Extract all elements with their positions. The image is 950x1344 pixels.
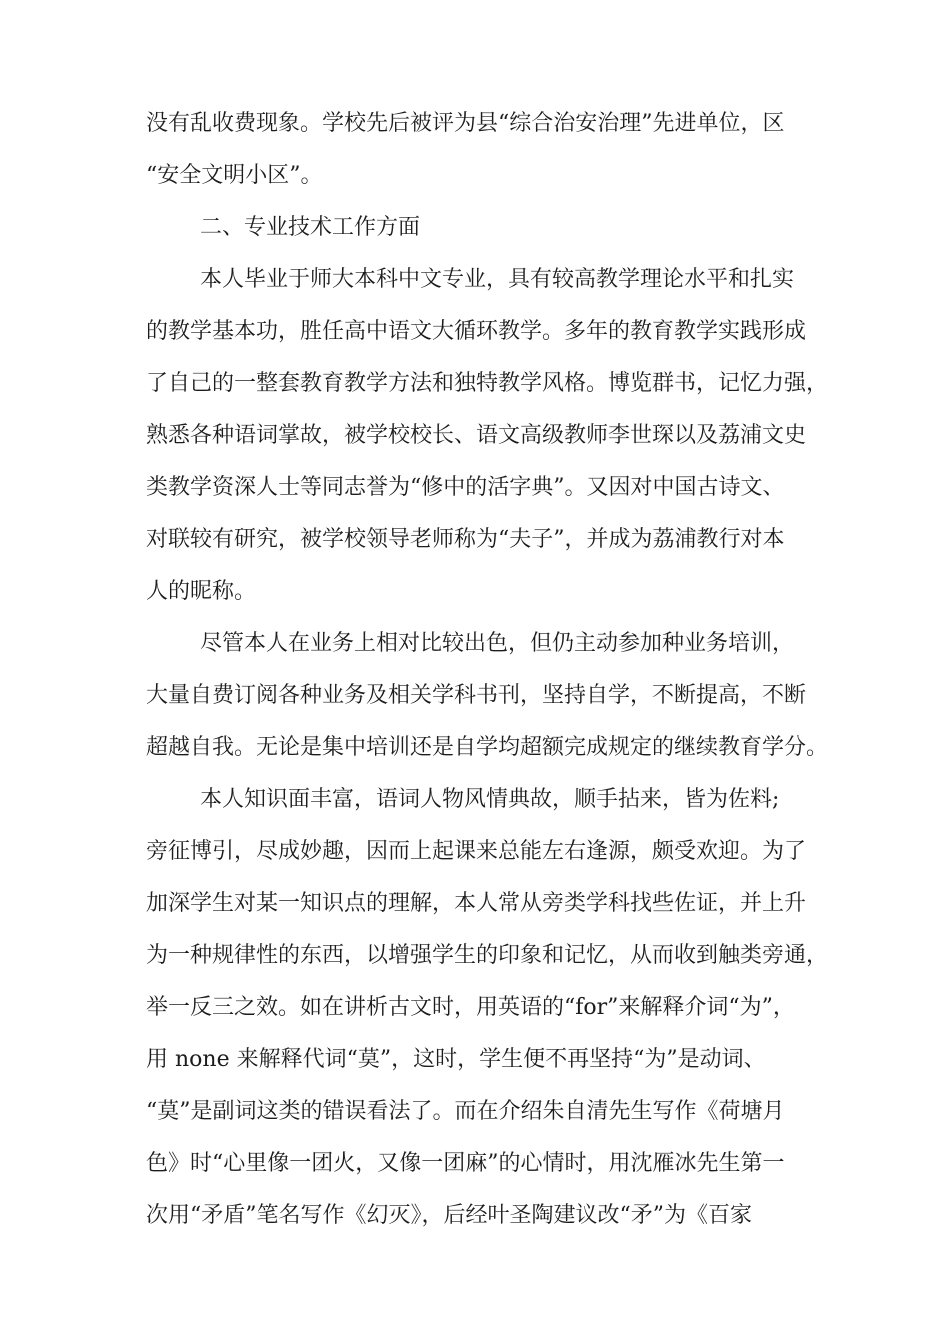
text-line: 用 none 来解释代词“莫”，这时，学生便不再坚持“为”是动词、: [146, 1047, 766, 1072]
text-line: 超越自我。无论是集中培训还是自学均超额完成规定的继续教育学分。: [146, 735, 829, 760]
text-line: 为一种规律性的东西，以增强学生的印象和记忆，从而收到触类旁通，: [146, 943, 829, 968]
text-line: 次用“矛盾”笔名写作《幻灭》，后经叶圣陶建议改“矛”为《百家: [146, 1203, 752, 1228]
text-line: “莫”是副词这类的错误看法了。而在介绍朱自清先生写作《荷塘月: [146, 1099, 785, 1124]
text-line: 了自己的一整套教育教学方法和独特教学风格。博览群书，记忆力强，: [146, 371, 829, 396]
text-line: 熟悉各种语词掌故，被学校校长、语文高级教师李世琛以及荔浦文史: [146, 423, 807, 448]
text-line: 旁征博引，尽成妙趣，因而上起课来总能左右逢源，颇受欢迎。为了: [146, 839, 807, 864]
text-line: “安全文明小区”。: [146, 163, 323, 188]
paragraph-start-line: 本人毕业于师大本科中文专业，具有较高教学理论水平和扎实: [200, 267, 795, 292]
text-line: 类教学资深人士等同志誉为“修中的活字典”。又因对中国古诗文、: [146, 475, 785, 500]
text-line: 举一反三之效。如在讲析古文时，用英语的“for”来解释介词“为”，: [146, 995, 795, 1020]
text-line: 没有乱收费现象。学校先后被评为县“综合治安治理”先进单位，区: [146, 111, 785, 136]
text-line: 大量自费订阅各种业务及相关学科书刊，坚持自学，不断提高，不断: [146, 683, 807, 708]
paragraph-start-line: 尽管本人在业务上相对比较出色，但仍主动参加种业务培训，: [200, 631, 795, 656]
section-heading: 二、专业技术工作方面: [200, 215, 421, 240]
paragraph-start-line: 本人知识面丰富，语词人物风情典故，顺手拈来，皆为佐料;: [200, 787, 780, 812]
text-line: 对联较有研究，被学校领导老师称为“夫子”，并成为荔浦教行对本: [146, 527, 785, 552]
document-body: [146, 98, 829, 1242]
text-line: 的教学基本功，胜任高中语文大循环教学。多年的教育教学实践形成: [146, 319, 807, 344]
text-line: 加深学生对某一知识点的理解，本人常从旁类学科找些佐证，并上升: [146, 891, 807, 916]
text-line: 色》时“心里像一团火，又像一团麻”的心情时，用沈雁冰先生第一: [146, 1151, 785, 1176]
text-line: 人的昵称。: [146, 579, 257, 604]
